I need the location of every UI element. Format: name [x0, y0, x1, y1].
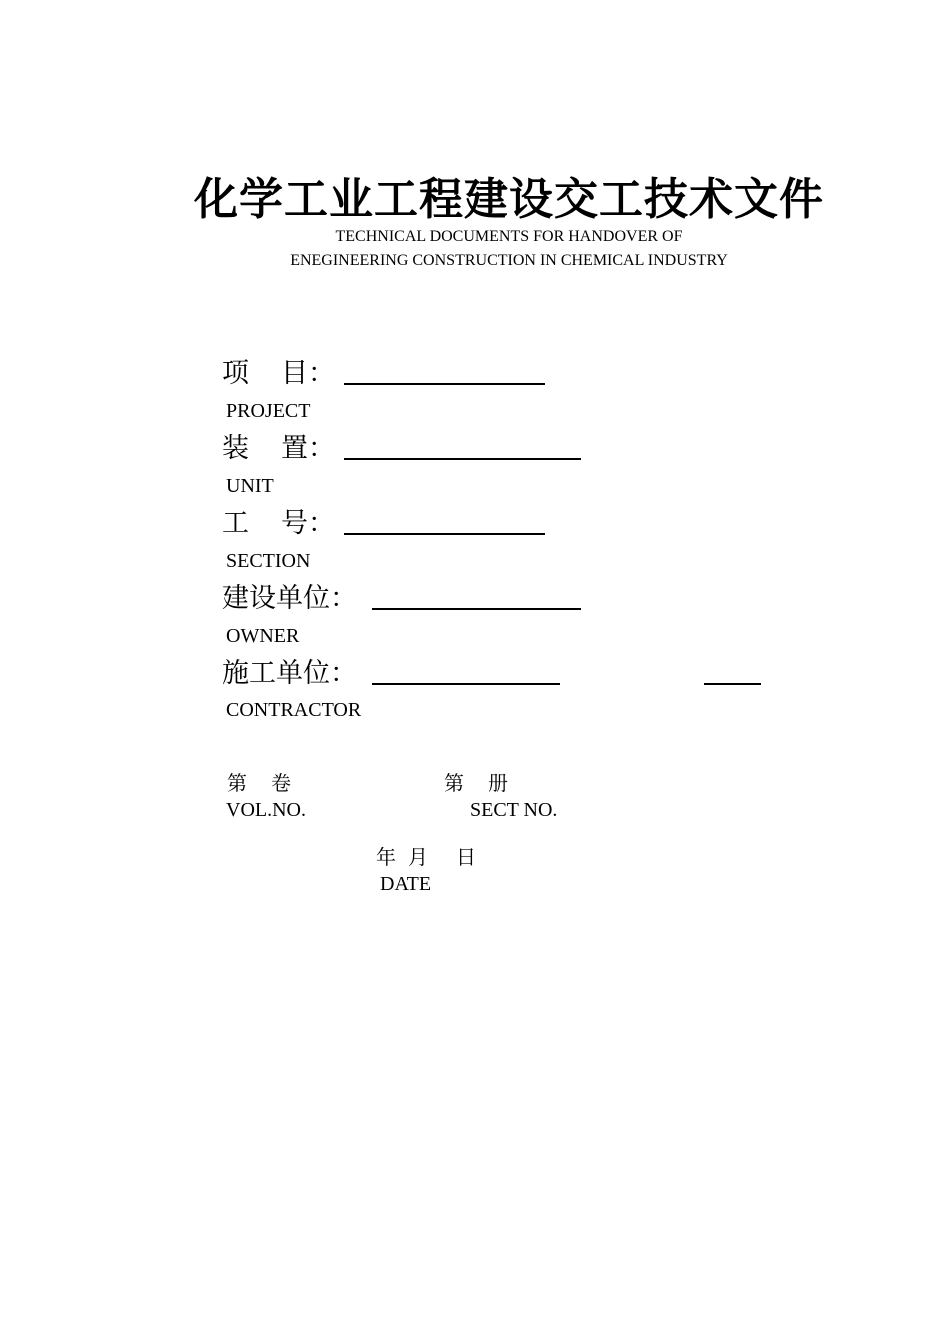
sect-label-char-1: 第: [444, 773, 464, 795]
section-input-line[interactable]: [344, 533, 545, 535]
contractor-label-cn: 施工单位：: [222, 658, 357, 688]
volume-label-char-2: 卷: [271, 773, 291, 795]
sect-label-en: SECT NO.: [470, 799, 558, 821]
date-label-en: DATE: [380, 873, 432, 895]
date-day: 日: [456, 847, 476, 869]
section-label-cn: [222, 506, 335, 540]
date-year: 年: [376, 847, 396, 869]
project-label-char-1: 项: [222, 358, 249, 388]
volume-label-en: VOL.NO.: [226, 799, 306, 821]
section-label-char-2: 号：: [281, 508, 335, 538]
date-label-cn: [376, 846, 476, 870]
volume-label-cn: [227, 772, 291, 796]
owner-label-en: OWNER: [226, 625, 300, 647]
subtitle-line-2: ENEGINEERING CONSTRUCTION IN CHEMICAL INDUSTRY: [290, 252, 728, 269]
document-title: 化学工业工程建设交工技术文件: [194, 175, 824, 224]
owner-input-line[interactable]: [372, 608, 581, 610]
owner-label-cn: 建设单位：: [222, 583, 357, 613]
contractor-input-line-extra[interactable]: [704, 683, 761, 685]
contractor-input-line[interactable]: [372, 683, 560, 685]
sect-label-cn: [444, 772, 508, 796]
unit-label-char-1: 装: [222, 433, 249, 463]
volume-label-char-1: 第: [227, 773, 247, 795]
section-label-en: SECTION: [226, 550, 311, 572]
unit-input-line[interactable]: [344, 458, 581, 460]
project-label-char-2: 目：: [281, 358, 335, 388]
date-month: 月: [408, 847, 428, 869]
unit-label-cn: [222, 431, 335, 465]
project-label-en: PROJECT: [226, 400, 311, 422]
section-label-char-1: 工: [222, 508, 249, 538]
unit-label-en: UNIT: [226, 475, 274, 497]
project-label-cn: [222, 356, 335, 390]
unit-label-char-2: 置：: [281, 433, 335, 463]
subtitle-line-1: TECHNICAL DOCUMENTS FOR HANDOVER OF: [335, 228, 683, 245]
project-input-line[interactable]: [344, 383, 545, 385]
contractor-label-en: CONTRACTOR: [226, 699, 362, 721]
sect-label-char-2: 册: [488, 773, 508, 795]
